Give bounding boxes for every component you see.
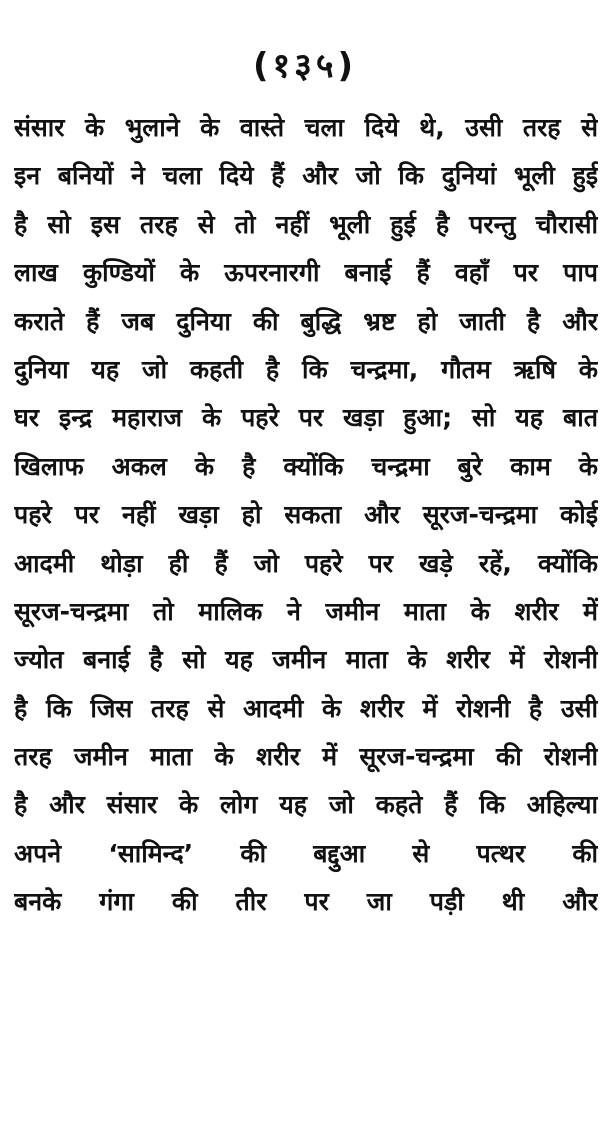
text-line: दुनिया यह जो कहती है कि चन्द्रमा, गौतम ऋषि के [14, 354, 598, 384]
text-line: बनके गंगा की तीर पर जा पड़ी थी और [14, 887, 598, 917]
text-line: कराते हैं जब दुनिया की बुद्धि भ्रष्ट हो जाती है और [14, 306, 598, 336]
body-text [14, 104, 598, 927]
text-line: सूरज-चन्द्रमा तो मालिक ने जमीन माता के शरीर में [14, 596, 598, 626]
text-line: लाख कुण्डियों के ऊपरनारगी बनाई हैं वहाँ पर पाप [14, 258, 598, 288]
text-line: है कि जिस तरह से आदमी के शरीर में रोशनी है उसी [14, 693, 598, 723]
text-line: आदमी थोड़ा ही हैं जो पहरे पर खड़े रहें, क्योंकि [14, 548, 598, 578]
text-line: ज्योत बनाई है सो यह जमीन माता के शरीर में रोशनी [14, 645, 598, 675]
text-line: खिलाफ अकल के है क्योंकि चन्द्रमा बुरे काम के [14, 451, 598, 481]
page-number: (१३५) [252, 46, 358, 86]
text-line: है सो इस तरह से तो नहीं भूली हुई है परन्तु चौरासी [14, 209, 598, 239]
text-line: अपने ‘सामिन्द’ की बद्दुआ से पत्थर की [14, 838, 598, 868]
text-line: तरह जमीन माता के शरीर में सूरज-चन्द्रमा की रोशनी [14, 742, 598, 772]
text-line: संसार के भुलाने के वास्ते चला दिये थे, उसी तरह से [14, 113, 598, 142]
text-line: है और संसार के लोग यह जो कहते हैं कि अहिल्या [14, 790, 598, 820]
text-line: इन बनियों ने चला दिये हैं और जो कि दुनियां भूली हुई [14, 161, 598, 191]
text-line: घर इन्द्र महाराज के पहरे पर खड़ा हुआ; सो यह बात [14, 403, 598, 433]
text-line: पहरे पर नहीं खड़ा हो सकता और सूरज-चन्द्रमा कोई [14, 500, 598, 530]
